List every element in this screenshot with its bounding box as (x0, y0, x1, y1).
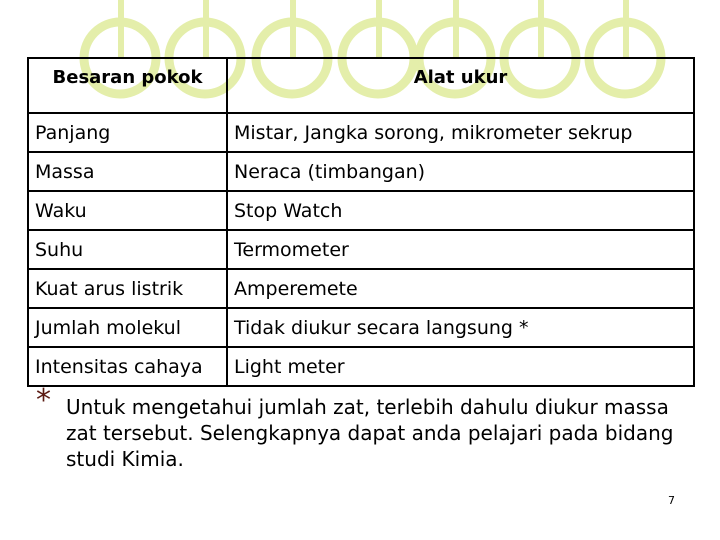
binder-ring-stem-2 (203, 0, 209, 58)
binder-ring-stem-6 (538, 0, 544, 58)
instrument-cell: Termometer (227, 230, 694, 269)
footnote (36, 383, 686, 472)
quantity-cell: Suhu (28, 230, 227, 269)
asterisk-icon: * (36, 383, 51, 418)
table-row (28, 269, 694, 308)
instrument-cell: Tidak diukur secara langsung * (227, 308, 694, 347)
table-row (28, 230, 694, 269)
quantity-cell: Intensitas cahaya (28, 347, 227, 386)
table-row (28, 191, 694, 230)
header-besaran-pokok: Besaran pokok (28, 58, 227, 113)
instrument-cell: Stop Watch (227, 191, 694, 230)
footnote-text: Untuk mengetahui jumlah zat, terlebih dahulu diukur massa zat tersebut. Selengkapnya dapat anda pelajari pada bidang studi Kimia. (66, 395, 674, 471)
binder-ring-stem-5 (453, 0, 459, 58)
table-row (28, 113, 694, 152)
instrument-cell: Amperemete (227, 269, 694, 308)
instrument-cell: Neraca (timbangan) (227, 152, 694, 191)
header-alat-ukur: Alat ukur (227, 58, 694, 113)
instrument-cell: Light meter (227, 347, 694, 386)
quantity-cell: Jumlah molekul (28, 308, 227, 347)
binder-ring-stem-4 (376, 0, 382, 58)
binder-ring-stem-3 (290, 0, 296, 58)
table-header-row (28, 58, 694, 113)
instrument-cell: Mistar, Jangka sorong, mikrometer sekrup (227, 113, 694, 152)
page-number: 7 (668, 494, 675, 507)
table-row (28, 152, 694, 191)
table-row (28, 308, 694, 347)
binder-ring-stem-1 (118, 0, 124, 58)
quantity-cell: Massa (28, 152, 227, 191)
quantity-cell: Waku (28, 191, 227, 230)
quantity-cell: Kuat arus listrik (28, 269, 227, 308)
table-row (28, 347, 694, 386)
binder-ring-stem-7 (623, 0, 629, 58)
quantity-cell: Panjang (28, 113, 227, 152)
measurement-table (27, 57, 695, 387)
